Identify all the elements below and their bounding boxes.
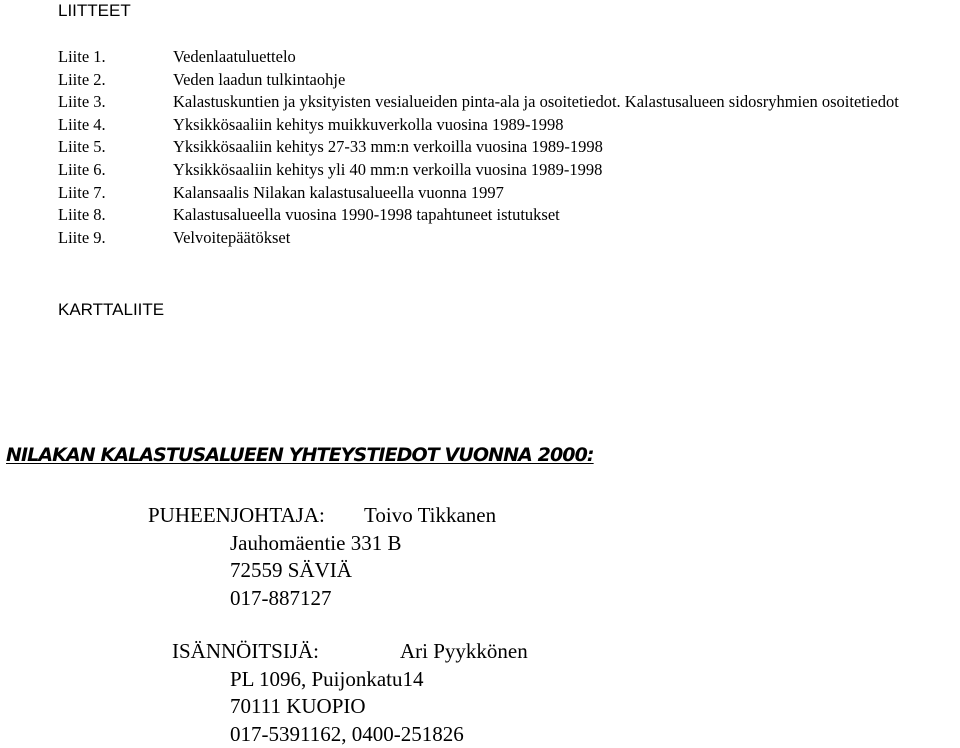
manager-role-line <box>172 638 528 666</box>
appendix-item-6 <box>58 159 958 182</box>
appendix-item-7 <box>58 182 958 205</box>
appendix-item-8 <box>58 204 958 227</box>
appendix-number: Liite 9. <box>58 227 106 247</box>
chair-contact <box>148 502 496 612</box>
appendix-item-2 <box>58 69 958 92</box>
appendix-title: Velvoitepäätökset <box>173 227 291 247</box>
chair-role-line <box>148 502 496 530</box>
appendix-item-9 <box>58 227 958 250</box>
appendix-title: Kalastusalueella vuosina 1990-1998 tapahtuneet istutukset <box>173 205 560 225</box>
manager-role: ISÄNNÖITSIJÄ: <box>172 639 319 663</box>
manager-street: PL 1096, Puijonkatu14 <box>230 666 424 691</box>
appendix-title: Yksikkösaaliin kehitys 27-33 mm:n verkoilla vuosina 1989-1998 <box>173 137 603 157</box>
manager-contact <box>172 638 528 748</box>
appendix-title: Vedenlaatuluettelo <box>173 47 296 66</box>
manager-name: Ari Pyykkönen <box>400 639 528 663</box>
appendix-number: Liite 2. <box>58 69 106 89</box>
chair-postal: 72559 SÄVIÄ <box>230 558 352 582</box>
appendix-item-5 <box>58 136 958 159</box>
appendix-number: Liite 1. <box>58 47 106 66</box>
appendix-number: Liite 7. <box>58 182 106 202</box>
chair-role: PUHEENJOHTAJA: <box>148 503 325 527</box>
appendix-title: Kalastuskuntien ja yksityisten vesialueiden pinta-ala ja osoitetiedot. Kalastusalueen sidosryhmien osoitetiedot <box>173 92 899 112</box>
appendix-title: Yksikkösaaliin kehitys yli 40 mm:n verkoilla vuosina 1989-1998 <box>173 159 603 179</box>
appendix-number: Liite 4. <box>58 114 106 134</box>
chair-street: Jauhomäentie 331 B <box>230 530 402 555</box>
appendix-number: Liite 8. <box>58 205 106 225</box>
map-appendix-heading: KARTTALIITE <box>58 300 165 319</box>
appendix-number: Liite 3. <box>58 92 106 112</box>
appendix-number: Liite 5. <box>58 137 106 157</box>
manager-postal: 70111 KUOPIO <box>230 694 366 718</box>
chair-phone: 017-887127 <box>230 585 332 610</box>
appendix-item-3 <box>58 91 958 114</box>
appendix-title: Veden laadun tulkintaohje <box>173 69 346 89</box>
contacts-heading: NILAKAN KALASTUSALUEEN YHTEYSTIEDOT VUONNA 2000: <box>6 444 594 466</box>
appendix-title: Kalansaalis Nilakan kalastusalueella vuonna 1997 <box>173 182 504 202</box>
appendix-title: Yksikkösaaliin kehitys muikkuverkolla vuosina 1989-1998 <box>173 114 564 134</box>
page-heading: LIITTEET <box>58 1 131 20</box>
appendix-list <box>58 46 958 249</box>
appendix-item-1 <box>58 46 958 69</box>
appendix-item-4 <box>58 114 958 137</box>
appendix-number: Liite 6. <box>58 159 106 179</box>
manager-phone: 017-5391162, 0400-251826 <box>230 721 464 746</box>
chair-name: Toivo Tikkanen <box>364 503 497 527</box>
